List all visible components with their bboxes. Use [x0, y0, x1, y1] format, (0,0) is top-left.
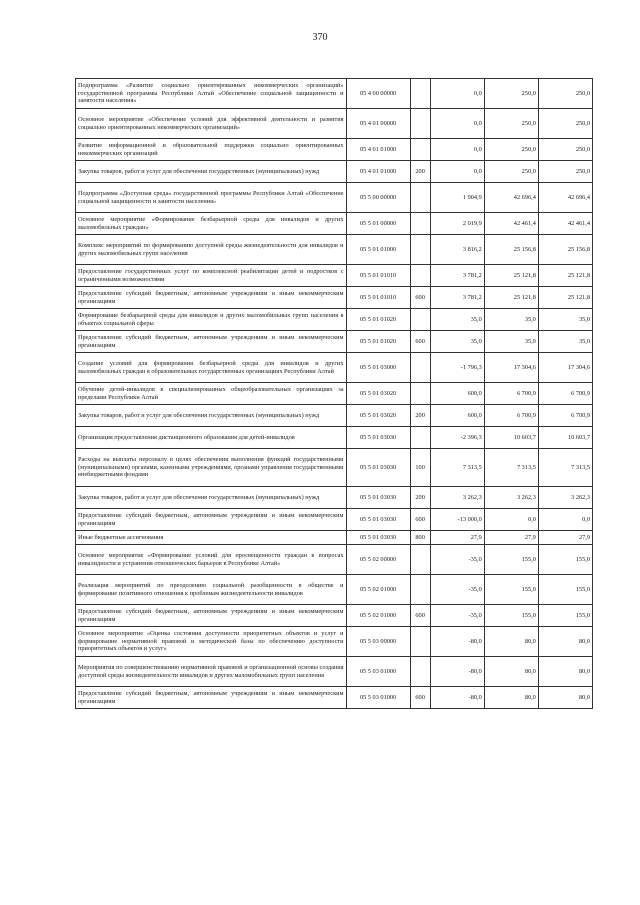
row-value-2-cell: 6 700,9 [484, 383, 538, 405]
row-value-2-cell: 6 700,9 [484, 405, 538, 427]
row-value-3-cell: 155,0 [538, 605, 592, 627]
row-code-cell: 05 5 01 00000 [346, 213, 410, 235]
row-value-1-cell: 2 019,9 [430, 213, 484, 235]
row-value-1-cell: 7 313,5 [430, 449, 484, 487]
row-value-3-cell: 25 156,8 [538, 235, 592, 265]
table-row [76, 287, 593, 309]
row-value-2-cell: 250,0 [484, 109, 538, 139]
row-expense-type-cell: 600 [410, 687, 430, 709]
table-row [76, 487, 593, 509]
row-expense-type-cell [410, 545, 430, 575]
row-value-1-cell: 600,0 [430, 405, 484, 427]
row-expense-type-cell: 600 [410, 509, 430, 531]
row-value-2-cell: 250,0 [484, 79, 538, 109]
row-value-3-cell: 3 262,3 [538, 487, 592, 509]
row-value-1-cell: 3 816,2 [430, 235, 484, 265]
row-value-3-cell: 250,0 [538, 109, 592, 139]
row-name-cell: Основное мероприятие «Обеспечение условий для эффективной деятельности и развития социально ориентированных некоммерческих организаций» [76, 109, 347, 139]
row-value-2-cell: 25 156,8 [484, 235, 538, 265]
row-value-3-cell: 250,0 [538, 79, 592, 109]
table-row [76, 575, 593, 605]
row-code-cell: 05 4 01 01000 [346, 161, 410, 183]
row-name-cell: Создание условий для формирования безбарьерной среды для инвалидов и других маломобильных граждан в образовательных государственных организациях Республики Алтай [76, 353, 347, 383]
row-value-2-cell: 7 313,5 [484, 449, 538, 487]
row-value-3-cell: 155,0 [538, 575, 592, 605]
table-row [76, 427, 593, 449]
row-name-cell: Основное мероприятие «Формирование безбарьерной среды для инвалидов и других маломобильных граждан» [76, 213, 347, 235]
row-expense-type-cell [410, 627, 430, 657]
row-value-2-cell: 155,0 [484, 545, 538, 575]
row-value-2-cell: 35,0 [484, 309, 538, 331]
row-value-1-cell: 1 904,9 [430, 183, 484, 213]
row-value-2-cell: 0,0 [484, 509, 538, 531]
row-value-2-cell: 25 121,8 [484, 265, 538, 287]
row-name-cell: Формирование безбарьерной среды для инвалидов и других маломобильных групп населения в объектах социальной сферы [76, 309, 347, 331]
row-value-1-cell: 35,0 [430, 309, 484, 331]
row-name-cell: Предоставление субсидий бюджетным, автономным учреждениям и иным некоммерческим организациям [76, 287, 347, 309]
row-expense-type-cell: 100 [410, 449, 430, 487]
row-name-cell: Основное мероприятие «Оценка состояния доступности приоритетных объектов и услуг и формирование нормативной правовой и методической базы по обеспечению доступности приоритетных объектов и услуг» [76, 627, 347, 657]
row-value-1-cell: 0,0 [430, 161, 484, 183]
row-value-3-cell: 0,0 [538, 509, 592, 531]
row-expense-type-cell [410, 183, 430, 213]
row-value-3-cell: 42 461,4 [538, 213, 592, 235]
row-expense-type-cell [410, 79, 430, 109]
row-name-cell: Предоставление субсидий бюджетным, автономным учреждениям и иным некоммерческим организациям [76, 687, 347, 709]
row-value-2-cell: 80,0 [484, 687, 538, 709]
page-number: 370 [312, 32, 328, 43]
row-value-3-cell: 6 700,9 [538, 405, 592, 427]
row-value-3-cell: 25 121,8 [538, 287, 592, 309]
row-value-1-cell: -1 796,3 [430, 353, 484, 383]
row-code-cell: 05 5 01 01020 [346, 309, 410, 331]
table-row [76, 309, 593, 331]
row-expense-type-cell [410, 265, 430, 287]
row-value-2-cell: 250,0 [484, 161, 538, 183]
row-code-cell: 05 5 03 00000 [346, 627, 410, 657]
table-row [76, 265, 593, 287]
row-value-1-cell: 0,0 [430, 139, 484, 161]
row-value-1-cell: 0,0 [430, 79, 484, 109]
row-value-2-cell: 80,0 [484, 627, 538, 657]
row-value-3-cell: 80,0 [538, 627, 592, 657]
row-name-cell: Предоставление субсидий бюджетным, автономным учреждениям и иным некоммерческим организациям [76, 509, 347, 531]
table-row [76, 449, 593, 487]
row-value-3-cell: 7 313,5 [538, 449, 592, 487]
row-code-cell: 05 5 01 03030 [346, 487, 410, 509]
table-row [76, 605, 593, 627]
row-expense-type-cell [410, 109, 430, 139]
table-row [76, 353, 593, 383]
row-value-1-cell: -13 000,0 [430, 509, 484, 531]
row-expense-type-cell [410, 353, 430, 383]
row-name-cell: Подпрограмма «Доступная среда» государственной программы Республики Алтай «Обеспечение социальной защищенности и занятости населения» [76, 183, 347, 213]
row-value-3-cell: 80,0 [538, 657, 592, 687]
row-code-cell: 05 5 00 00000 [346, 183, 410, 213]
row-expense-type-cell: 800 [410, 531, 430, 545]
budget-table-body [76, 79, 593, 709]
row-value-1-cell: -35,0 [430, 605, 484, 627]
row-name-cell: Закупка товаров, работ и услуг для обеспечения государственных (муниципальных) нужд [76, 161, 347, 183]
row-value-1-cell: -35,0 [430, 545, 484, 575]
row-expense-type-cell: 600 [410, 287, 430, 309]
row-value-3-cell: 250,0 [538, 161, 592, 183]
row-code-cell: 05 5 01 03030 [346, 427, 410, 449]
table-row [76, 139, 593, 161]
row-expense-type-cell [410, 657, 430, 687]
row-value-1-cell: 600,0 [430, 383, 484, 405]
row-value-3-cell: 25 121,8 [538, 265, 592, 287]
row-value-1-cell: -35,0 [430, 575, 484, 605]
table-row [76, 687, 593, 709]
row-name-cell: Основное мероприятие «Формирование условий для просвещенности граждан в вопросах инвалидности и устранения отношенческих барьеров в Республике Алтай» [76, 545, 347, 575]
row-expense-type-cell [410, 213, 430, 235]
row-value-2-cell: 35,0 [484, 331, 538, 353]
row-value-1-cell: 0,0 [430, 109, 484, 139]
table-row [76, 183, 593, 213]
row-code-cell: 05 5 03 01000 [346, 687, 410, 709]
row-value-2-cell: 25 121,8 [484, 287, 538, 309]
row-expense-type-cell: 200 [410, 487, 430, 509]
row-expense-type-cell: 600 [410, 605, 430, 627]
row-name-cell: Иные бюджетные ассигнования [76, 531, 347, 545]
budget-table [75, 78, 593, 709]
row-code-cell: 05 5 01 01000 [346, 235, 410, 265]
row-value-2-cell: 155,0 [484, 605, 538, 627]
row-value-3-cell: 35,0 [538, 331, 592, 353]
row-name-cell: Обучение детей-инвалидов в специализированных общеобразовательных организациях за пределами Республики Алтай [76, 383, 347, 405]
row-value-3-cell: 42 696,4 [538, 183, 592, 213]
row-code-cell: 05 5 03 01000 [346, 657, 410, 687]
table-row [76, 405, 593, 427]
row-value-2-cell: 155,0 [484, 575, 538, 605]
row-name-cell: Организация предоставления дистанционного образования для детей-инвалидов [76, 427, 347, 449]
row-name-cell: Мероприятия по совершенствованию нормативной правовой и организационной основы создания доступной среды жизнедеятельности инвалидов и других маломобильных групп населения [76, 657, 347, 687]
row-name-cell: Подпрограмма «Развитие социально ориентированных некоммерческих организаций» государственной программы Республики Алтай «Обеспечение социальной защищенности и занятости населения» [76, 79, 347, 109]
row-value-1-cell: -80,0 [430, 657, 484, 687]
row-name-cell: Развитие информационной и образовательной поддержки социально ориентированных некоммерческих организаций [76, 139, 347, 161]
row-code-cell: 05 5 01 01010 [346, 287, 410, 309]
row-code-cell: 05 5 01 03030 [346, 531, 410, 545]
row-expense-type-cell: 200 [410, 161, 430, 183]
table-row [76, 109, 593, 139]
row-code-cell: 05 5 01 01020 [346, 331, 410, 353]
row-value-2-cell: 42 461,4 [484, 213, 538, 235]
row-value-3-cell: 6 700,9 [538, 383, 592, 405]
row-code-cell: 05 4 00 00000 [346, 79, 410, 109]
table-row [76, 383, 593, 405]
table-row [76, 531, 593, 545]
row-value-3-cell: 27,9 [538, 531, 592, 545]
row-code-cell: 05 4 01 01000 [346, 139, 410, 161]
row-value-3-cell: 35,0 [538, 309, 592, 331]
row-value-2-cell: 42 696,4 [484, 183, 538, 213]
row-code-cell: 05 5 01 03030 [346, 509, 410, 531]
row-value-2-cell: 80,0 [484, 657, 538, 687]
row-value-1-cell: 3 781,2 [430, 287, 484, 309]
table-row [76, 509, 593, 531]
row-name-cell: Предоставление субсидий бюджетным, автономным учреждениям и иным некоммерческим организациям [76, 605, 347, 627]
row-expense-type-cell [410, 575, 430, 605]
row-code-cell: 05 5 01 03020 [346, 383, 410, 405]
row-code-cell: 05 5 01 03020 [346, 405, 410, 427]
row-code-cell: 05 5 02 01000 [346, 605, 410, 627]
row-code-cell: 05 5 02 01000 [346, 575, 410, 605]
row-expense-type-cell: 200 [410, 405, 430, 427]
table-row [76, 657, 593, 687]
row-value-1-cell: -80,0 [430, 687, 484, 709]
row-code-cell: 05 5 02 00000 [346, 545, 410, 575]
row-value-1-cell: -2 396,3 [430, 427, 484, 449]
row-expense-type-cell: 600 [410, 331, 430, 353]
row-value-3-cell: 155,0 [538, 545, 592, 575]
row-expense-type-cell [410, 235, 430, 265]
table-row [76, 235, 593, 265]
row-expense-type-cell [410, 383, 430, 405]
row-value-3-cell: 10 603,7 [538, 427, 592, 449]
table-row [76, 161, 593, 183]
row-code-cell: 05 5 01 03030 [346, 449, 410, 487]
row-name-cell: Закупка товаров, работ и услуг для обеспечения государственных (муниципальных) нужд [76, 405, 347, 427]
row-name-cell: Предоставление государственных услуг по комплексной реабилитации детей и подростков с ограниченными возможностями [76, 265, 347, 287]
row-expense-type-cell [410, 139, 430, 161]
row-value-3-cell: 250,0 [538, 139, 592, 161]
table-row [76, 79, 593, 109]
row-value-1-cell: 3 262,3 [430, 487, 484, 509]
row-expense-type-cell [410, 309, 430, 331]
row-code-cell: 05 5 01 01010 [346, 265, 410, 287]
row-value-1-cell: 27,9 [430, 531, 484, 545]
row-expense-type-cell [410, 427, 430, 449]
row-value-1-cell: -80,0 [430, 627, 484, 657]
row-code-cell: 05 5 01 03000 [346, 353, 410, 383]
row-name-cell: Комплекс мероприятий по формированию доступной среды жизнедеятельности для инвалидов и других маломобильных групп населения [76, 235, 347, 265]
table-row [76, 627, 593, 657]
row-name-cell: Предоставление субсидий бюджетным, автономным учреждениям и иным некоммерческим организациям [76, 331, 347, 353]
row-value-2-cell: 250,0 [484, 139, 538, 161]
row-value-3-cell: 80,0 [538, 687, 592, 709]
table-row [76, 545, 593, 575]
row-value-2-cell: 27,9 [484, 531, 538, 545]
row-value-2-cell: 17 304,6 [484, 353, 538, 383]
row-value-3-cell: 17 304,6 [538, 353, 592, 383]
row-value-2-cell: 10 603,7 [484, 427, 538, 449]
table-row [76, 213, 593, 235]
row-value-1-cell: 3 781,2 [430, 265, 484, 287]
row-value-2-cell: 3 262,3 [484, 487, 538, 509]
row-name-cell: Закупка товаров, работ и услуг для обеспечения государственных (муниципальных) нужд [76, 487, 347, 509]
table-row [76, 331, 593, 353]
row-name-cell: Расходы на выплаты персоналу в целях обеспечения выполнения функций государственными (муниципальными) органами, казенными учреждениями, органами управления государственными внебюджетными фондами [76, 449, 347, 487]
row-value-1-cell: 35,0 [430, 331, 484, 353]
row-code-cell: 05 4 01 00000 [346, 109, 410, 139]
row-name-cell: Реализация мероприятий по преодолению социальной разобщенности в обществе и формирование позитивного отношения к проблемам жизнедеятельности инвалидов [76, 575, 347, 605]
